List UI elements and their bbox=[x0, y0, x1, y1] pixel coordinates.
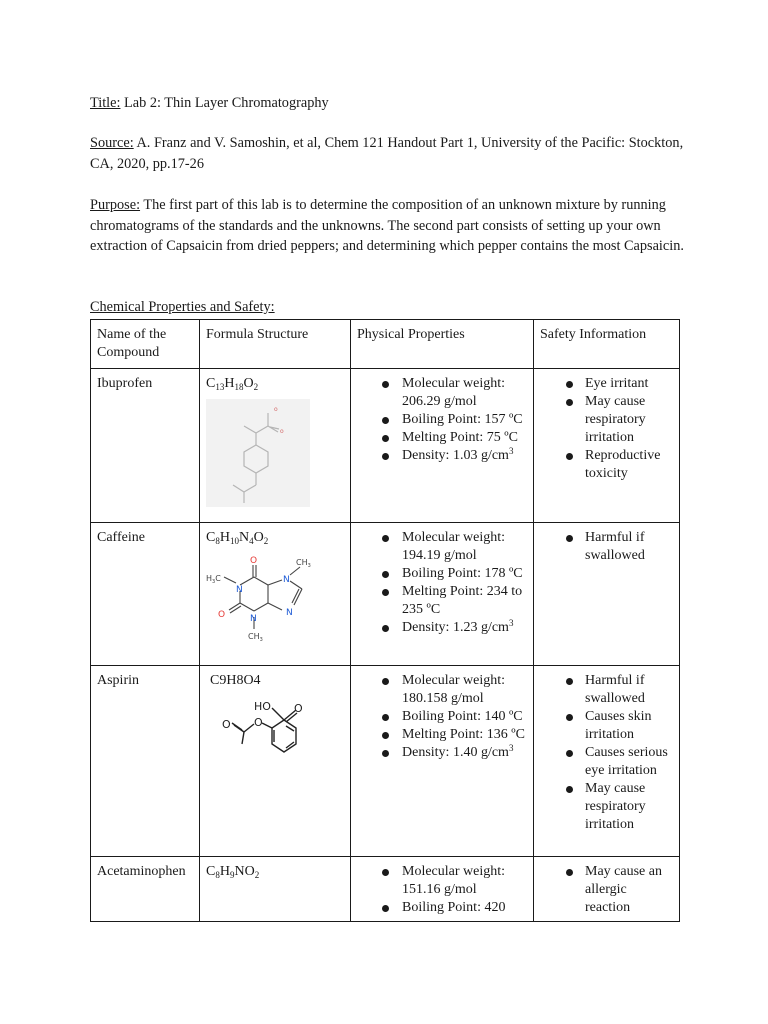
header-name: Name of the Compound bbox=[91, 320, 200, 369]
svg-text:O: O bbox=[254, 716, 263, 729]
svg-text:CH3: $CH_3$ bbox=[248, 632, 263, 643]
header-safety: Safety Information bbox=[534, 320, 680, 369]
section-heading-text: Chemical Properties and Safety: bbox=[90, 299, 275, 315]
table-row bbox=[91, 666, 680, 857]
compound-name: Aspirin bbox=[91, 666, 200, 857]
caffeine-structure-image bbox=[206, 553, 316, 653]
list-item: Boiling Point: 140 ºC bbox=[357, 708, 527, 726]
safety-cell bbox=[534, 523, 680, 666]
purpose-label: Purpose: bbox=[90, 197, 141, 213]
table-row bbox=[91, 369, 680, 523]
header-physical: Physical Properties bbox=[351, 320, 534, 369]
safety-list bbox=[540, 672, 673, 834]
list-item: Causes serious eye irritation bbox=[540, 744, 673, 780]
properties-table bbox=[90, 319, 680, 922]
safety-cell bbox=[534, 369, 680, 523]
list-item: Density: 1.23 $g/cm^3$ bbox=[357, 619, 527, 637]
safety-list bbox=[540, 375, 673, 483]
compound-name: Ibuprofen bbox=[91, 369, 200, 523]
list-item: Eye irritant bbox=[540, 375, 673, 393]
header-formula: Formula Structure bbox=[200, 320, 351, 369]
svg-text:CH3: $CH_3$ bbox=[296, 558, 311, 569]
list-item: Molecular weight: 151.16 g/mol bbox=[357, 863, 527, 899]
list-item: Molecular weight: 194.19 g/mol bbox=[357, 529, 527, 565]
source-label: Source: bbox=[90, 135, 134, 151]
table-row bbox=[91, 523, 680, 666]
physical-cell bbox=[351, 857, 534, 922]
svg-text:HO: HO bbox=[254, 700, 271, 713]
svg-text:o: o bbox=[274, 406, 278, 413]
physical-list bbox=[357, 375, 527, 465]
physical-list bbox=[357, 529, 527, 637]
table-row bbox=[91, 857, 680, 922]
compound-name: Caffeine bbox=[91, 523, 200, 666]
list-item: Melting Point: 75 ºC bbox=[357, 429, 527, 447]
formula-text: $C_8H_{10}N_4O_2$ bbox=[206, 530, 269, 546]
svg-text:H3C: $H_3C$ bbox=[206, 574, 221, 585]
list-item: Reproductive toxicity bbox=[540, 447, 673, 483]
list-item: Harmful if swallowed bbox=[540, 672, 673, 708]
purpose-paragraph bbox=[90, 195, 690, 257]
list-item: Boiling Point: 157 ºC bbox=[357, 411, 527, 429]
list-item: Density: 1.40 $g/cm^3$ bbox=[357, 744, 527, 762]
physical-cell bbox=[351, 666, 534, 857]
physical-list bbox=[357, 672, 527, 762]
safety-cell bbox=[534, 666, 680, 857]
svg-text:O: O bbox=[222, 718, 231, 731]
list-item: Melting Point: 136 ºC bbox=[357, 726, 527, 744]
list-item: Molecular weight: 206.29 g/mol bbox=[357, 375, 527, 411]
list-item: Causes skin irritation bbox=[540, 708, 673, 744]
list-item: May cause respiratory irritation bbox=[540, 780, 673, 834]
purpose-text: The first part of this lab is to determine the composition of an unknown mixture by running chromatograms of the standards and the unknowns. The second part consists of setting up your own extraction of Capsaicin from dried peppers; and determining which pepper contains the most Capsaicin. bbox=[90, 197, 684, 254]
compound-name: Acetaminophen bbox=[91, 857, 200, 922]
safety-list bbox=[540, 529, 673, 565]
svg-text:O: O bbox=[218, 610, 226, 620]
list-item: Boiling Point: 178 ºC bbox=[357, 565, 527, 583]
physical-list bbox=[357, 863, 527, 917]
source-paragraph bbox=[90, 133, 690, 174]
title-text: Lab 2: Thin Layer Chromatography bbox=[124, 95, 329, 111]
title-line bbox=[90, 93, 690, 114]
list-item: Boiling Point: 420 bbox=[357, 899, 527, 917]
section-heading bbox=[90, 297, 690, 318]
list-item: Harmful if swallowed bbox=[540, 529, 673, 565]
list-item: Melting Point: 234 to 235 ºC bbox=[357, 583, 527, 619]
svg-text:N: N bbox=[283, 575, 290, 585]
list-item: Density: 1.03 $g/cm^3$ bbox=[357, 447, 527, 465]
aspirin-structure-image bbox=[206, 696, 316, 776]
source-text: A. Franz and V. Samoshin, et al, Chem 121 Handout Part 1, University of the Pacific: Stockton, CA, 2020, pp.17-26 bbox=[90, 135, 684, 172]
svg-text:N: N bbox=[236, 585, 243, 595]
formula-text: C9H8O4 bbox=[210, 673, 261, 688]
formula-text: $C_8H_9NO_2$ bbox=[206, 864, 260, 880]
table-header-row bbox=[91, 320, 680, 369]
physical-cell bbox=[351, 369, 534, 523]
formula-cell bbox=[200, 857, 351, 922]
svg-text:O: O bbox=[250, 556, 258, 566]
list-item: May cause respiratory irritation bbox=[540, 393, 673, 447]
formula-cell bbox=[200, 666, 351, 857]
list-item: May cause an allergic reaction bbox=[540, 863, 673, 917]
svg-text:N: N bbox=[286, 608, 293, 618]
title-label: Title: bbox=[90, 95, 121, 111]
svg-text:N: N bbox=[250, 614, 257, 624]
formula-cell bbox=[200, 523, 351, 666]
ibuprofen-structure-image bbox=[206, 399, 310, 507]
formula-text: $C_{13}H_{18}O_2$ bbox=[206, 376, 259, 392]
list-item: Molecular weight: 180.158 g/mol bbox=[357, 672, 527, 708]
formula-cell bbox=[200, 369, 351, 523]
physical-cell bbox=[351, 523, 534, 666]
svg-text:O: O bbox=[294, 702, 303, 715]
svg-text:o: o bbox=[280, 428, 284, 435]
safety-list bbox=[540, 863, 673, 917]
safety-cell bbox=[534, 857, 680, 922]
